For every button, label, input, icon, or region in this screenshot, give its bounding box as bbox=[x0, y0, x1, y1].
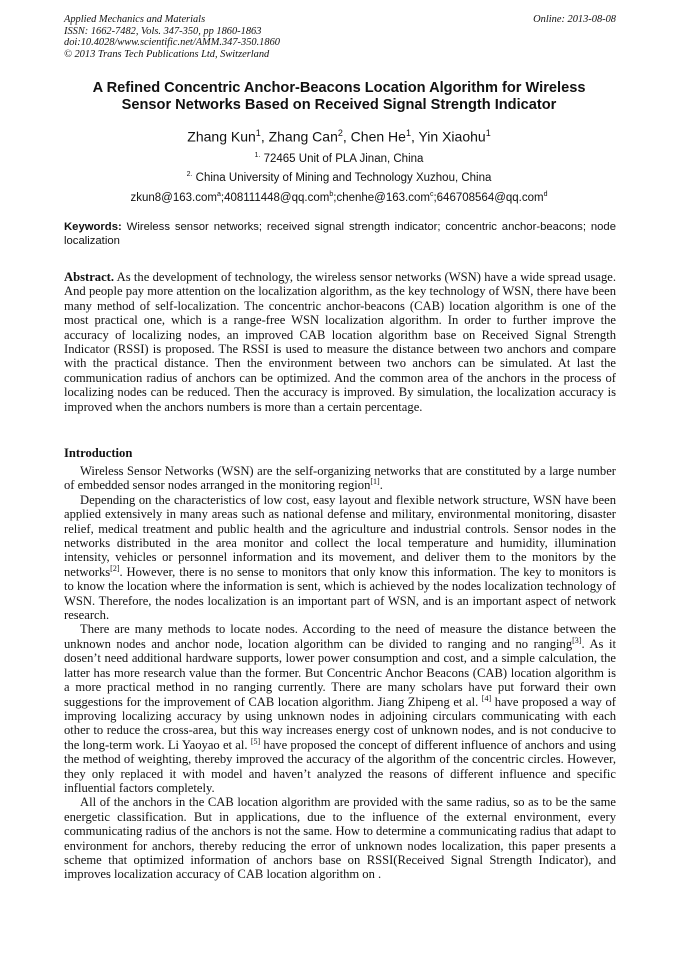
email-address[interactable]: 408111448@qq.com bbox=[224, 191, 330, 204]
paragraph-text: have proposed the concept of different influence of anchors and using the method of weighting, thereby improved the accuracy of the algorithm of the concentric circles. However, they only replaced it with model and haven’t analyzed the reasons of different influence and specific influential factors completely. bbox=[64, 737, 617, 795]
journal-header bbox=[64, 14, 616, 60]
author-list: Zhang Kun$^1$, Zhang Can$^2$, Chen He$^1$, Yin Xiaohu$^1$ bbox=[187, 128, 491, 145]
title-line-2: Sensor Networks Based on Received Signal Strength Indicator bbox=[121, 97, 557, 113]
abstract-label: Abstract. bbox=[64, 270, 115, 284]
affiliation-1-mark: 1. bbox=[254, 152, 261, 159]
author-affiliation-mark: 1 bbox=[485, 128, 491, 138]
author-name: Chen He bbox=[350, 128, 406, 145]
email-mark: c bbox=[429, 191, 434, 198]
paper-title bbox=[40, 80, 638, 114]
author-affiliation-mark: 2 bbox=[337, 128, 343, 138]
citation-ref: [1] bbox=[370, 477, 380, 487]
affiliation-2 bbox=[40, 168, 638, 185]
copyright-line: © 2013 Trans Tech Publications Ltd, Switzerland bbox=[64, 48, 270, 60]
email-mark: b bbox=[329, 191, 334, 198]
section-heading-introduction: Introduction bbox=[64, 446, 133, 460]
abstract-block bbox=[64, 270, 616, 414]
citation-ref: [3] bbox=[572, 635, 582, 645]
abstract-text: As the development of technology, the wireless sensor networks (WSN) have a wide spread usage. And people pay more attention on the localization algorithm, as the key technology of WSN, there have been many method of self-localization. The concentric anchor-beacons (CAB) location algorithm is one of the most practical one, which is a range-free WSN localization algorithm. In order to further improve the accuracy of localizing nodes, an improved CAB location algorithm base on Received Signal Strength Indicator (RSSI) is proposed. The RSSI is used to measure the distance between two anchors and compare with the practical distance. Then the environment between two anchors can be simulated. At last the communication radius of anchors can be optimized. And the common area of the anchors in the process of localizing nodes can be reduced. Then the accuracy is improved. By simulation, the localization accuracy is improved when the anchors numbers is more than a certain percentage. bbox=[64, 270, 616, 414]
email-mark: d bbox=[543, 191, 548, 198]
email-address[interactable]: zkun8@163.com bbox=[130, 191, 217, 204]
paragraph-text: There are many methods to locate nodes. According to the need of measure the distance between the unknown nodes and anchor node, location algorithm can be divided to ranging and no ranging bbox=[64, 622, 616, 651]
email-address[interactable]: 646708564@qq.com bbox=[436, 191, 544, 204]
paragraph: All of the anchors in the CAB location algorithm are provided with the same radius, so as to be the same energetic classification. But in applications, due to the influence of the external environment, every communicating radius of the anchors is not the same. How to determine a communicating radius that adapt to environment for anchors, thereby reducing the error of unknown nodes localization, this paper presents a scheme that optimized information of anchors base on RSSI(Received Signal Strength Indicator), and improves localization accuracy of CAB location algorithm on . bbox=[64, 795, 616, 882]
title-line-1: A Refined Concentric Anchor-Beacons Location Algorithm for Wireless bbox=[92, 80, 586, 96]
online-date: Online: 2013-08-08 bbox=[533, 14, 616, 25]
paragraph bbox=[64, 622, 616, 795]
affiliation-1 bbox=[40, 149, 638, 166]
keywords-label: Keywords: bbox=[64, 221, 122, 233]
paragraph-text: Depending on the characteristics of low cost, easy layout and flexible network structure, WSN have been applied extensively in many areas such as national defense and military, environmental monitoring, disaster relief, medical treatment and public health and the agriculture and industrial controls. Sensor nodes in the networks distributed in the area monitor and collect the local temperature and humidity, illumination intensity, vehicles or personnel information and its movement, and deliver them to the monitors by the networks bbox=[64, 492, 616, 579]
email-mark: a bbox=[216, 191, 221, 198]
affiliation-2-mark: 2. bbox=[186, 171, 193, 178]
affiliation-1-text: 72465 Unit of PLA Jinan, China bbox=[263, 152, 424, 165]
paragraph-text: . However, there is no sense to monitors that only know this information. The key to monitors is to know the location where the information is sent, which is achieved by the nodes localization technology of WSN. Therefore, the nodes localization is an important part of WSN, and is an important aspect of network research. bbox=[64, 564, 616, 623]
email-address[interactable]: chenhe@163.com bbox=[336, 191, 430, 204]
citation-ref: [2] bbox=[110, 563, 120, 573]
paragraph-text: . bbox=[379, 478, 383, 493]
author-affiliation-mark: 1 bbox=[405, 128, 411, 138]
paragraph-text: have proposed a way of improving localizing accuracy by using unknown nodes in adjoining circulars communicating with each other to reduce the cross-area, but this way increases energy cost of unknown nodes, and is not conducive to the long-term work. Li Yaoyao et al. bbox=[64, 694, 616, 752]
email-list: zkun8@163.com$^a$;408111448@qq.com$^b$;chenhe@163.com$^c$;646708564@qq.com$^d$ bbox=[130, 191, 548, 204]
keywords-block bbox=[64, 221, 616, 249]
citation-ref: [4] bbox=[481, 693, 492, 703]
introduction-body bbox=[64, 464, 616, 882]
paragraph-text: Wireless Sensor Networks (WSN) are the self-organizing networks that are constituted by a large number of embedded sensor nodes arranged in the monitoring region bbox=[64, 464, 616, 493]
keywords-text: Wireless sensor networks; received signal strength indicator; concentric anchor-beacons; node localization bbox=[64, 221, 616, 247]
paragraph bbox=[64, 464, 616, 493]
citation-ref: [5] bbox=[250, 736, 261, 746]
paragraph bbox=[64, 493, 616, 623]
issn-line: ISSN: 1662-7482, Vols. 347-350, pp 1860-1863 bbox=[64, 25, 262, 37]
doi-line: doi:10.4028/www.scientific.net/AMM.347-350.1860 bbox=[64, 37, 280, 49]
author-name: Zhang Can bbox=[268, 128, 338, 145]
affiliation-2-text: China University of Mining and Technology Xuzhou, China bbox=[195, 171, 492, 184]
journal-name: Applied Mechanics and Materials bbox=[64, 14, 206, 25]
author-name: Yin Xiaohu bbox=[418, 128, 486, 145]
author-name: Zhang Kun bbox=[187, 128, 256, 145]
paragraph-text: . As it dosen’t need additional hardware supports, lower power consumption and cost, and a simple calculation, the latter has more research value than the former. But Concentric Anchor Beacons (CAB) location algorithm is a more practical method in no ranging currently. There are many scholars have put forward their own suggestions for the improvement of CAB location algorithm. Jiang Zhipeng et al. bbox=[64, 636, 616, 709]
author-affiliation-mark: 1 bbox=[255, 128, 261, 138]
